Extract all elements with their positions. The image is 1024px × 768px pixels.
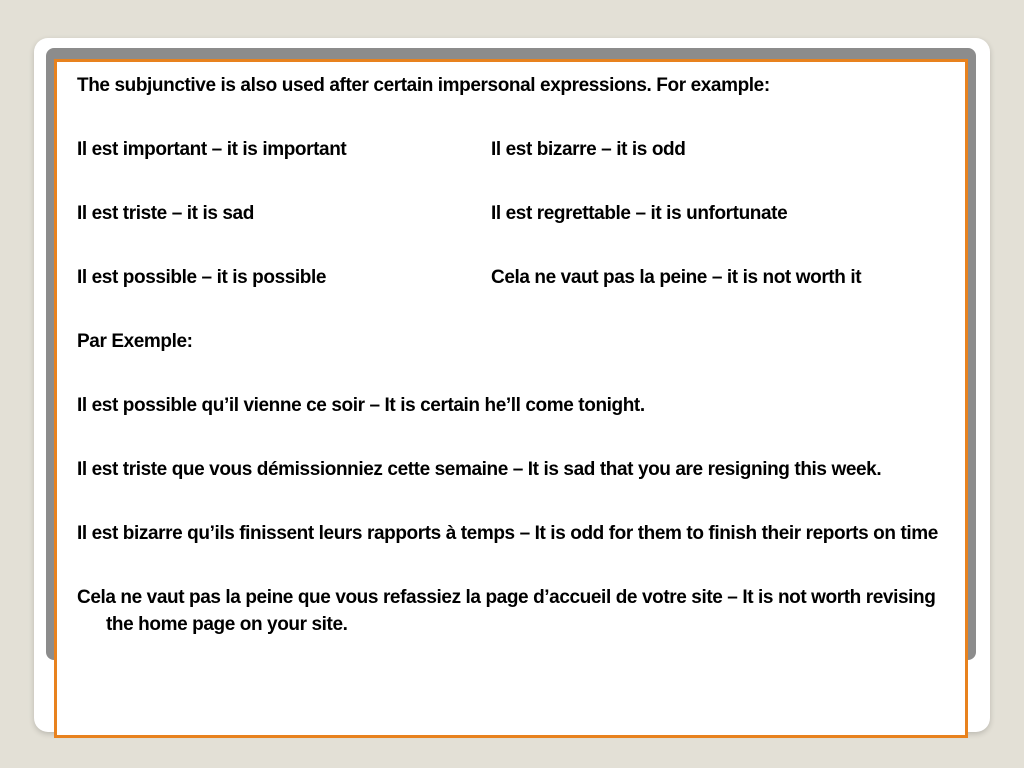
expression-row xyxy=(77,200,949,227)
expression-left: Il est triste – it is sad xyxy=(77,203,254,224)
expression-left: Il est possible – it is possible xyxy=(77,267,327,288)
expression-row xyxy=(77,136,949,163)
expression-right: Il est regrettable – it is unfortunate xyxy=(491,203,788,224)
expression-left: Il est important – it is important xyxy=(77,139,347,160)
intro-text: The subjunctive is also used after certain impersonal expressions. For example: xyxy=(77,75,770,96)
expression-right: Il est bizarre – it is odd xyxy=(491,139,686,160)
example-sentence: Il est triste que vous démissionniez cette semaine – It is sad that you are resigning this week. xyxy=(77,459,882,480)
expression-row xyxy=(77,264,949,291)
content-text-box xyxy=(54,59,968,738)
example-sentence: Cela ne vaut pas la peine que vous refassiez la page d’accueil de votre site – It is not worth revising the home page on your site. xyxy=(77,587,936,635)
expression-right: Cela ne vaut pas la peine – it is not worth it xyxy=(491,267,862,288)
example-sentence: Il est possible qu’il vienne ce soir – It is certain he’ll come tonight. xyxy=(77,395,645,416)
examples-heading: Par Exemple: xyxy=(77,331,193,352)
example-sentence: Il est bizarre qu’ils finissent leurs rapports à temps – It is odd for them to finish their reports on time xyxy=(77,523,938,544)
